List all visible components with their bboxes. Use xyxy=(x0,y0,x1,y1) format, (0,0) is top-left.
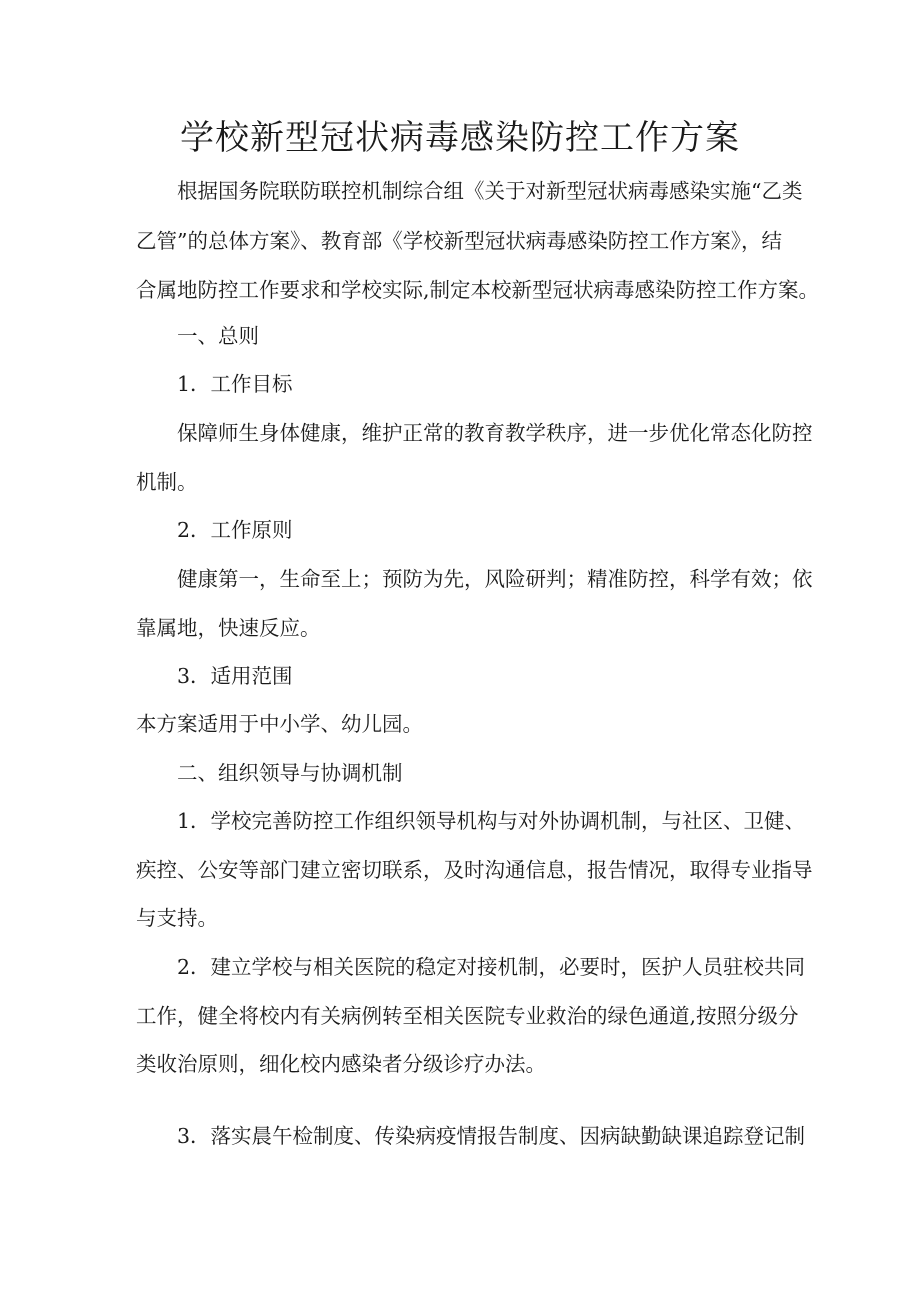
document-title: 学校新型冠状病毒感染防控工作方案 xyxy=(180,118,740,158)
paragraph-item3-line-1: 3．落实晨午检制度、传染病疫情报告制度、因病缺勤缺课追踪登记制 xyxy=(177,1124,806,1148)
paragraph-item2-line-2: 工作，健全将校内有关病例转至相关医院专业救治的绿色通道,按照分级分 xyxy=(136,1004,799,1028)
paragraph-intro-line-2: 乙管”的总体方案》、教育部《学校新型冠状病毒感染防控工作方案》，结 xyxy=(136,229,782,253)
paragraph-item2-line-1: 2．建立学校与相关医院的稳定对接机制，必要时，医护人员驻校共同 xyxy=(177,955,806,979)
paragraph-scope: 本方案适用于中小学、幼儿园。 xyxy=(136,712,423,736)
paragraph-item2-line-3: 类收治原则，细化校内感染者分级诊疗办法。 xyxy=(136,1052,546,1076)
paragraph-intro-line-1: 根据国务院联防联控机制综合组《关于对新型冠状病毒感染实施“乙类 xyxy=(177,179,803,203)
paragraph-principle-line-1: 健康第一，生命至上；预防为先，风险研判；精准防控，科学有效；依 xyxy=(177,567,813,591)
paragraph-goal-line-1: 保障师生身体健康，维护正常的教育教学秩序，进一步优化常态化防控 xyxy=(177,421,813,445)
paragraph-goal-line-2: 机制。 xyxy=(136,470,198,494)
paragraph-item1-line-1: 1．学校完善防控工作组织领导机构与对外协调机制，与社区、卫健、 xyxy=(177,809,806,833)
paragraph-item1-line-3: 与支持。 xyxy=(136,906,218,930)
subheading-work-principle: 2．工作原则 xyxy=(177,518,293,542)
subheading-scope: 3．适用范围 xyxy=(177,664,293,688)
paragraph-item1-line-2: 疾控、公安等部门建立密切联系，及时沟通信息，报告情况，取得专业指导 xyxy=(136,858,813,882)
section-heading-organization: 二、组织领导与协调机制 xyxy=(177,761,403,785)
section-heading-general: 一、总则 xyxy=(177,324,259,348)
subheading-work-goal: 1．工作目标 xyxy=(177,372,293,396)
paragraph-principle-line-2: 靠属地，快速反应。 xyxy=(136,616,321,640)
paragraph-intro-line-3: 合属地防控工作要求和学校实际,制定本校新型冠状病毒感染防控工作方案。 xyxy=(136,278,820,302)
